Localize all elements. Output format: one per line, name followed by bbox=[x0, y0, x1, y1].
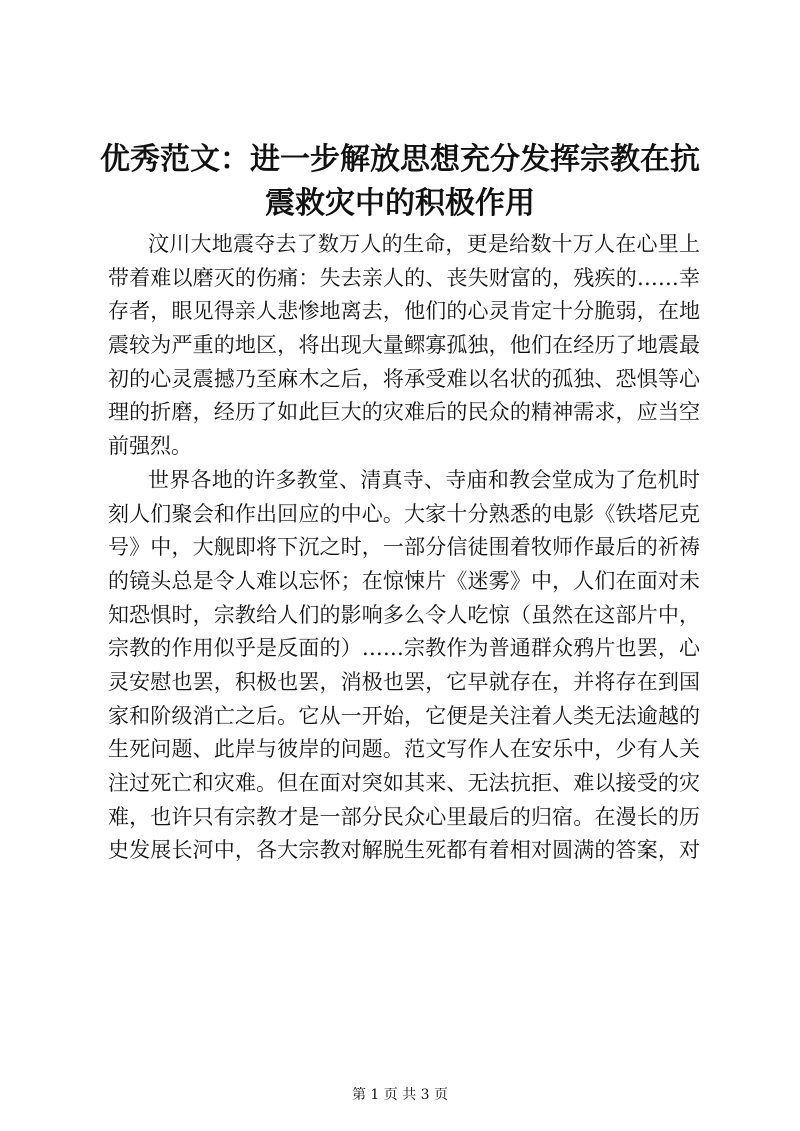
paragraph-line: 家和阶级消亡之后。它从一开始，它便是关注着人类无法逾越的 bbox=[108, 703, 700, 728]
paragraph-line: 带着难以磨灭的伤痛：失去亲人的、丧失财富的，残疾的……幸 bbox=[108, 265, 700, 290]
paragraph-line: 难，也许只有宗教才是一部分民众心里最后的归宿。在漫长的历 bbox=[108, 804, 700, 829]
title-line: 优秀范文：进一步解放思想充分发挥宗教在抗 bbox=[100, 142, 700, 177]
document-body bbox=[108, 228, 700, 868]
paragraph-line: 注过死亡和灾难。但在面对突如其来、无法抗拒、难以接受的灾 bbox=[108, 771, 700, 795]
page-footer: 第 1 页 共 3 页 bbox=[351, 1087, 449, 1103]
title-line: 震救灾中的积极作用 bbox=[265, 186, 535, 221]
paragraph bbox=[108, 464, 700, 868]
paragraph-line: 号》中，大舰即将下沉之时，一部分信徒围着牧师作最后的祈祷 bbox=[108, 535, 700, 560]
paragraph-line: 存者，眼见得亲人悲惨地离去，他们的心灵肯定十分脆弱，在地 bbox=[108, 299, 700, 324]
paragraph-line: 灵安慰也罢，积极也罢，消极也罢，它早就存在，并将存在到国 bbox=[108, 669, 700, 694]
paragraph-line: 宗教的作用似乎是反面的）……宗教作为普通群众鸦片也罢，心 bbox=[108, 636, 700, 661]
paragraph-line: 汶川大地震夺去了数万人的生命，更是给数十万人在心里上 bbox=[148, 232, 700, 256]
paragraph-line: 生死问题、此岸与彼岸的问题。范文写作人在安乐中，少有人关 bbox=[108, 737, 700, 762]
paragraph-line: 知恐惧时，宗教给人们的影响多么令人吃惊（虽然在这部片中， bbox=[108, 602, 700, 627]
paragraph-line: 理的折磨，经历了如此巨大的灾难后的民众的精神需求，应当空 bbox=[108, 400, 700, 425]
paragraph-line: 世界各地的许多教堂、清真寺、寺庙和教会堂成为了危机时 bbox=[148, 467, 700, 492]
paragraph-line: 史发展长河中，各大宗教对解脱生死都有着相对圆满的答案，对 bbox=[108, 838, 700, 863]
paragraph-line: 震较为严重的地区，将出现大量鳏寡孤独，他们在经历了地震最 bbox=[108, 333, 700, 358]
paragraph-line: 的镜头总是令人难以忘怀；在惊悚片《迷雾》中，人们在面对未 bbox=[108, 568, 700, 593]
paragraph-line: 前强烈。 bbox=[108, 434, 192, 459]
paragraph-line: 初的心灵震撼乃至麻木之后，将承受难以名状的孤独、恐惧等心 bbox=[108, 366, 700, 391]
paragraph-line: 刻人们聚会和作出回应的中心。大家十分熟悉的电影《铁塔尼克 bbox=[108, 501, 700, 526]
document-title bbox=[100, 138, 700, 226]
paragraph bbox=[108, 228, 700, 464]
